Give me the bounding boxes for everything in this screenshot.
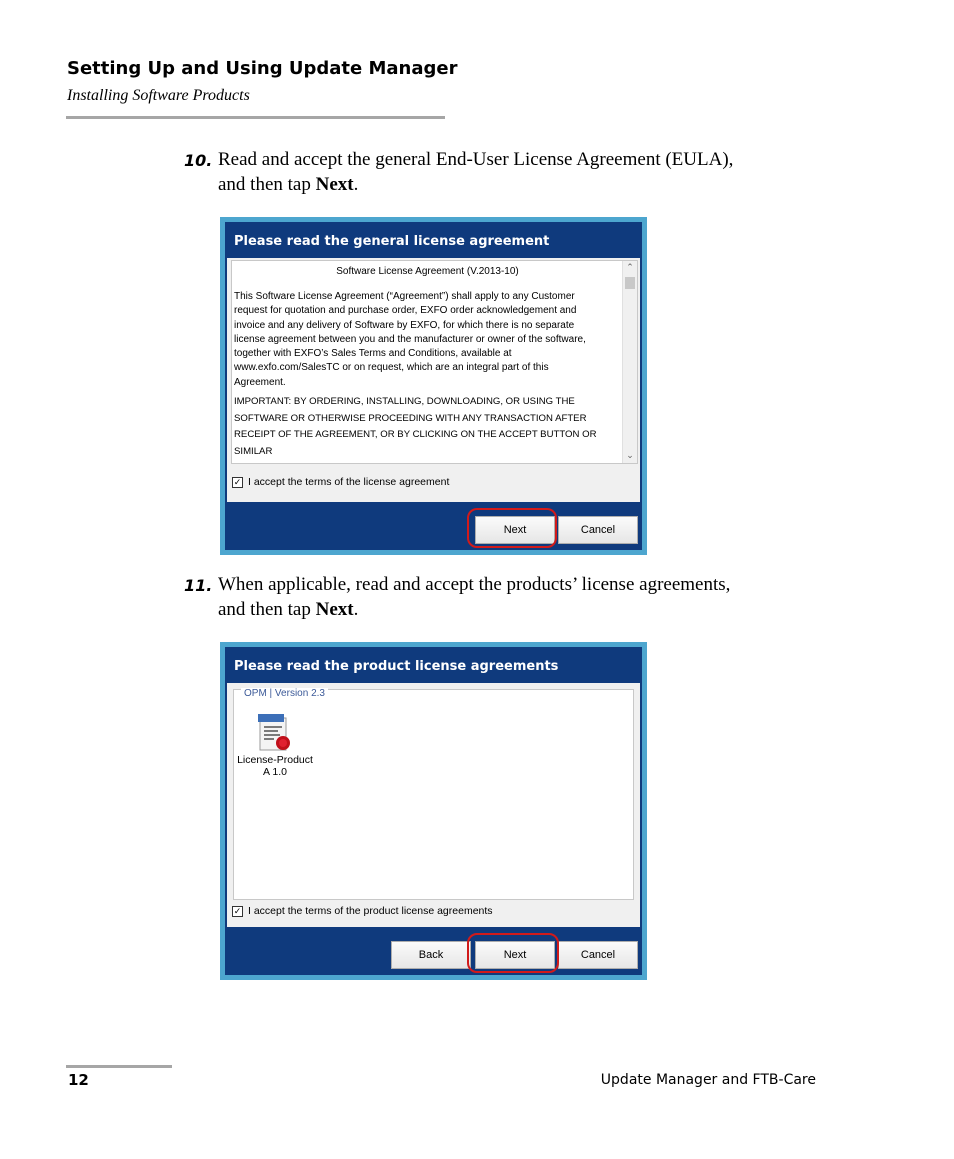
step-11-line1: When applicable, read and accept the products’ license agreements, (218, 574, 731, 595)
accept-license-row[interactable] (232, 476, 449, 488)
footer-rule (66, 1065, 172, 1068)
section-subtitle: Installing Software Products (67, 87, 250, 104)
eula-heading: Software License Agreement (V.2013-10) (336, 266, 519, 277)
license-dialog (220, 217, 647, 555)
scroll-thumb[interactable] (625, 277, 635, 289)
cancel-button[interactable]: Cancel (558, 516, 638, 544)
eula-line: www.exfo.com/SalesTC or on request, which are an integral part of this (234, 362, 549, 374)
page-number: 12 (68, 1071, 89, 1089)
eula-paragraph (232, 290, 637, 390)
accept-license-checkbox[interactable]: ✓ (233, 476, 242, 487)
product-group-box (233, 689, 634, 900)
product-license-dialog (220, 642, 647, 980)
scroll-up-icon[interactable]: ⌃ (626, 262, 634, 272)
product-name: License-Product (237, 754, 313, 766)
eula-important-line: SOFTWARE OR OTHERWISE PROCEEDING WITH ANY TRANSACTION AFTER (234, 412, 587, 424)
eula-scrollbar[interactable] (622, 261, 637, 463)
eula-important-line (232, 460, 637, 464)
eula-line: together with EXFO’s Sales Terms and Conditions, available at (234, 348, 512, 360)
eula-textbox[interactable] (231, 260, 638, 464)
accept-license-label: I accept the terms of the license agreement (248, 476, 450, 488)
step-number-10: 10. (184, 151, 213, 170)
product-group-legend: OPM | Version 2.3 (241, 688, 328, 699)
product-license-dialog-title: Please read the product license agreements (234, 659, 559, 674)
cancel-button[interactable]: Cancel (558, 941, 638, 969)
scroll-down-icon[interactable]: ⌄ (626, 450, 634, 460)
next-button[interactable]: Next (475, 941, 555, 969)
license-dialog-panel (225, 222, 642, 550)
step-11-line2: and then tap Next. (218, 599, 359, 620)
footer-doc-title: Update Manager and FTB-Care (600, 1072, 816, 1088)
step-10-line1: Read and accept the general End-User License Agreement (EULA), (218, 149, 734, 170)
step-text-11 (218, 572, 818, 622)
eula-important-paragraph (232, 394, 637, 464)
eula-important-line: IMPORTANT: BY ORDERING, INSTALLING, DOWNLOADING, OR USING THE (234, 396, 575, 408)
header-rule (66, 116, 445, 119)
step-10-bold: Next (315, 174, 354, 195)
step-text-10 (218, 147, 818, 197)
product-label (234, 754, 316, 778)
eula-line: Agreement. (234, 376, 286, 388)
license-dialog-title: Please read the general license agreement (234, 234, 550, 249)
product-version: A 1.0 (263, 766, 287, 778)
step-11-bold: Next (315, 599, 354, 620)
next-button[interactable]: Next (475, 516, 555, 544)
eula-line: This Software License Agreement (“Agreement”) shall apply to any Customer (234, 291, 575, 302)
eula-line: license agreement between you and the manufacturer or owner of the software, (234, 333, 586, 345)
product-license-dialog-body (227, 683, 640, 927)
next-highlight-circle (467, 508, 557, 548)
eula-line: request for quotation and purchase order, EXFO order acknowledgement and (234, 305, 577, 317)
step-number-11: 11. (184, 576, 213, 595)
accept-product-license-label: I accept the terms of the product license agreements (248, 905, 493, 917)
eula-line: invoice and any delivery of Software by EXFO, for which there is no separate (234, 319, 575, 331)
next-highlight-circle (467, 933, 559, 973)
accept-product-license-checkbox[interactable]: ✓ (233, 905, 242, 916)
step-10-line2: and then tap Next. (218, 174, 359, 195)
eula-important-line: RECEIPT OF THE AGREEMENT, OR BY CLICKING ON THE ACCEPT BUTTON OR SIMILAR (234, 429, 597, 457)
product-license-dialog-panel (225, 647, 642, 975)
accept-product-license-row[interactable] (232, 905, 493, 917)
back-button[interactable]: Back (391, 941, 471, 969)
product-item[interactable] (234, 690, 316, 790)
section-title: Setting Up and Using Update Manager (67, 58, 458, 79)
license-dialog-body (227, 258, 640, 502)
license-document-icon (256, 712, 292, 752)
